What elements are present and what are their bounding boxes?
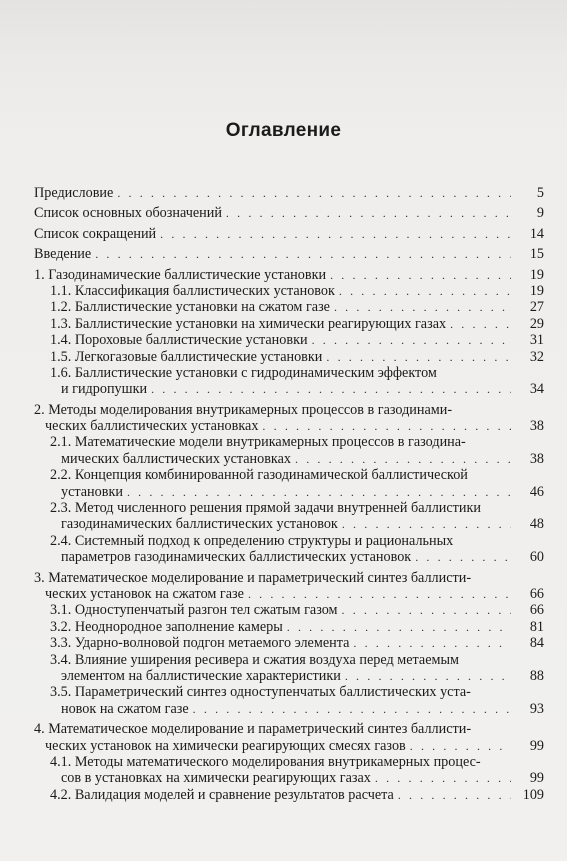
dot-leader	[287, 619, 511, 635]
toc-entry[interactable]	[34, 434, 544, 467]
toc-entry-text: 3.5. Параметрический синтез одноступенчатых баллистических уста-	[50, 684, 471, 701]
toc-entry-text: 3.2. Неоднородное заполнение камеры	[50, 618, 283, 635]
toc-entry[interactable]	[34, 283, 544, 299]
toc-page-number: 66	[529, 585, 544, 602]
toc-page-number: 14	[529, 225, 544, 242]
toc-entry-text: 3.3. Ударно-волновой подгон метаемого элемента	[50, 635, 350, 652]
toc-page-number: 93	[529, 700, 544, 717]
toc-page-number: 5	[536, 185, 544, 201]
dot-leader	[226, 205, 511, 221]
page-title: Оглавление	[225, 120, 342, 141]
toc-entry-text: 1. Газодинамические баллистические установки	[34, 266, 327, 283]
toc-entry[interactable]	[34, 570, 544, 603]
toc-entry-text: Предисловие	[34, 185, 114, 201]
toc-entry-text: ческих установок на сжатом газе	[45, 585, 244, 602]
toc-entry[interactable]	[34, 619, 544, 635]
dot-leader	[262, 418, 511, 434]
toc-page-number: 109	[522, 786, 544, 803]
toc-entry[interactable]	[34, 787, 544, 803]
toc-entry[interactable]	[34, 246, 544, 262]
toc-entry-text: 4.1. Методы математического моделирования внутрикамерных процес-	[50, 753, 481, 770]
toc-entry[interactable]	[34, 533, 544, 566]
dot-leader	[353, 635, 511, 651]
toc-page-number: 34	[529, 381, 544, 398]
toc-entry-text: 2.1. Математические модели внутрикамерных процессов в газодина-	[50, 434, 466, 451]
toc-entry-text: ческих установок на химически реагирующих смесях газов	[45, 737, 406, 754]
table-of-contents	[34, 185, 544, 803]
toc-entry-text: новок на сжатом газе	[61, 700, 189, 717]
toc-entry[interactable]	[34, 602, 544, 618]
dot-leader	[330, 267, 511, 283]
dot-leader	[193, 701, 511, 717]
toc-entry[interactable]	[34, 226, 544, 242]
toc-entry-text: установки	[61, 483, 123, 500]
dot-leader	[151, 381, 511, 397]
toc-page-number: 46	[529, 483, 544, 500]
toc-entry[interactable]	[34, 316, 544, 332]
dot-leader	[312, 332, 511, 348]
dot-leader	[342, 516, 511, 532]
toc-entry[interactable]	[34, 721, 544, 754]
toc-entry-text: 2.3. Метод численного решения прямой задачи внутренней баллистики	[50, 500, 481, 517]
toc-entry-text: параметров газодинамических баллистических установок	[61, 549, 412, 566]
dot-leader	[127, 484, 511, 500]
dot-leader	[342, 602, 511, 618]
toc-entry-text: и гидропушки	[61, 381, 148, 398]
toc-page-number: 19	[529, 282, 544, 299]
toc-entry-text: 3. Математическое моделирование и параметрический синтез баллисти-	[34, 569, 472, 586]
toc-entry-text: 1.2. Баллистические установки на сжатом газе	[50, 299, 330, 316]
toc-entry-text: 2.4. Системный подход к определению структуры и рациональных	[50, 532, 454, 549]
toc-page-number: 38	[529, 418, 544, 435]
dot-leader	[450, 316, 511, 332]
dot-leader	[375, 770, 511, 786]
toc-page-number: 32	[529, 348, 544, 365]
toc-page-number: 38	[529, 450, 544, 467]
toc-entry[interactable]	[34, 652, 544, 685]
toc-entry-text: Введение	[34, 246, 92, 263]
toc-entry-text: 1.6. Баллистические установки с гидродинамическим эффектом	[50, 364, 437, 381]
toc-page-number: 66	[529, 602, 544, 619]
toc-page-number: 60	[529, 549, 544, 566]
dot-leader	[415, 549, 511, 565]
toc-entry-text: 2.2. Концепция комбинированной газодинамической баллистической	[50, 467, 468, 484]
toc-page-number: 31	[529, 332, 544, 349]
toc-entry-text: ческих баллистических установках	[45, 418, 259, 435]
toc-page-number: 15	[529, 246, 544, 263]
toc-entry-text: 1.3. Баллистические установки на химически реагирующих газах	[50, 315, 447, 332]
dot-leader	[345, 668, 511, 684]
toc-entry-text: мических баллистических установках	[61, 450, 291, 467]
toc-entry-text: 1.1. Классификация баллистических установок	[50, 282, 335, 299]
toc-entry[interactable]	[34, 635, 544, 651]
dot-leader	[160, 226, 511, 242]
dot-leader	[117, 185, 511, 201]
dot-leader	[95, 246, 511, 262]
toc-entry-text: 2. Методы моделирования внутрикамерных процессов в газодинами-	[34, 401, 453, 418]
toc-entry[interactable]	[34, 754, 544, 787]
toc-page-number: 81	[529, 618, 544, 635]
dot-leader	[398, 787, 511, 803]
toc-entry[interactable]	[34, 349, 544, 365]
toc-page-number: 99	[529, 770, 544, 787]
toc-entry-text: 1.5. Легкогазовые баллистические установки	[50, 348, 323, 365]
toc-entry[interactable]	[34, 684, 544, 717]
toc-page-number: 27	[529, 299, 544, 316]
toc-entry[interactable]	[34, 365, 544, 398]
toc-entry-text: 4. Математическое моделирование и параметрический синтез баллисти-	[34, 721, 472, 738]
toc-entry[interactable]	[34, 500, 544, 533]
toc-page-number: 84	[529, 635, 544, 652]
toc-page-number: 29	[529, 315, 544, 332]
toc-entry-text: Список сокращений	[34, 225, 157, 242]
toc-page-number: 88	[529, 667, 544, 684]
toc-page-number: 9	[536, 205, 544, 222]
dot-leader	[339, 283, 511, 299]
toc-entry[interactable]	[34, 205, 544, 221]
toc-entry-text: элементом на баллистические характеристики	[61, 667, 341, 684]
toc-entry-text: газодинамических баллистических установок	[61, 516, 338, 533]
toc-entry[interactable]	[34, 185, 544, 201]
toc-entry[interactable]	[34, 467, 544, 500]
toc-page-number: 99	[529, 737, 544, 754]
toc-entry-text: Список основных обозначений	[34, 205, 222, 222]
dot-leader	[410, 738, 511, 754]
dot-leader	[248, 586, 511, 602]
dot-leader	[295, 451, 511, 467]
toc-page-number: 48	[529, 516, 544, 533]
toc-entry[interactable]	[34, 267, 544, 283]
toc-entry-text: 1.4. Пороховые баллистические установки	[50, 332, 308, 349]
toc-entry-text: 4.2. Валидация моделей и сравнение результатов расчета	[50, 786, 394, 803]
toc-entry[interactable]	[34, 332, 544, 348]
toc-page-number: 19	[529, 266, 544, 283]
toc-entry[interactable]	[34, 402, 544, 435]
toc-entry-text: сов в установках на химически реагирующих газах	[61, 770, 371, 787]
toc-entry-text: 3.4. Влияние уширения ресивера и сжатия воздуха перед метаемым	[50, 651, 459, 668]
dot-leader	[334, 299, 511, 315]
toc-entry-text: 3.1. Одноступенчатый разгон тел сжатым газом	[50, 602, 338, 619]
dot-leader	[326, 349, 511, 365]
toc-entry[interactable]	[34, 299, 544, 315]
